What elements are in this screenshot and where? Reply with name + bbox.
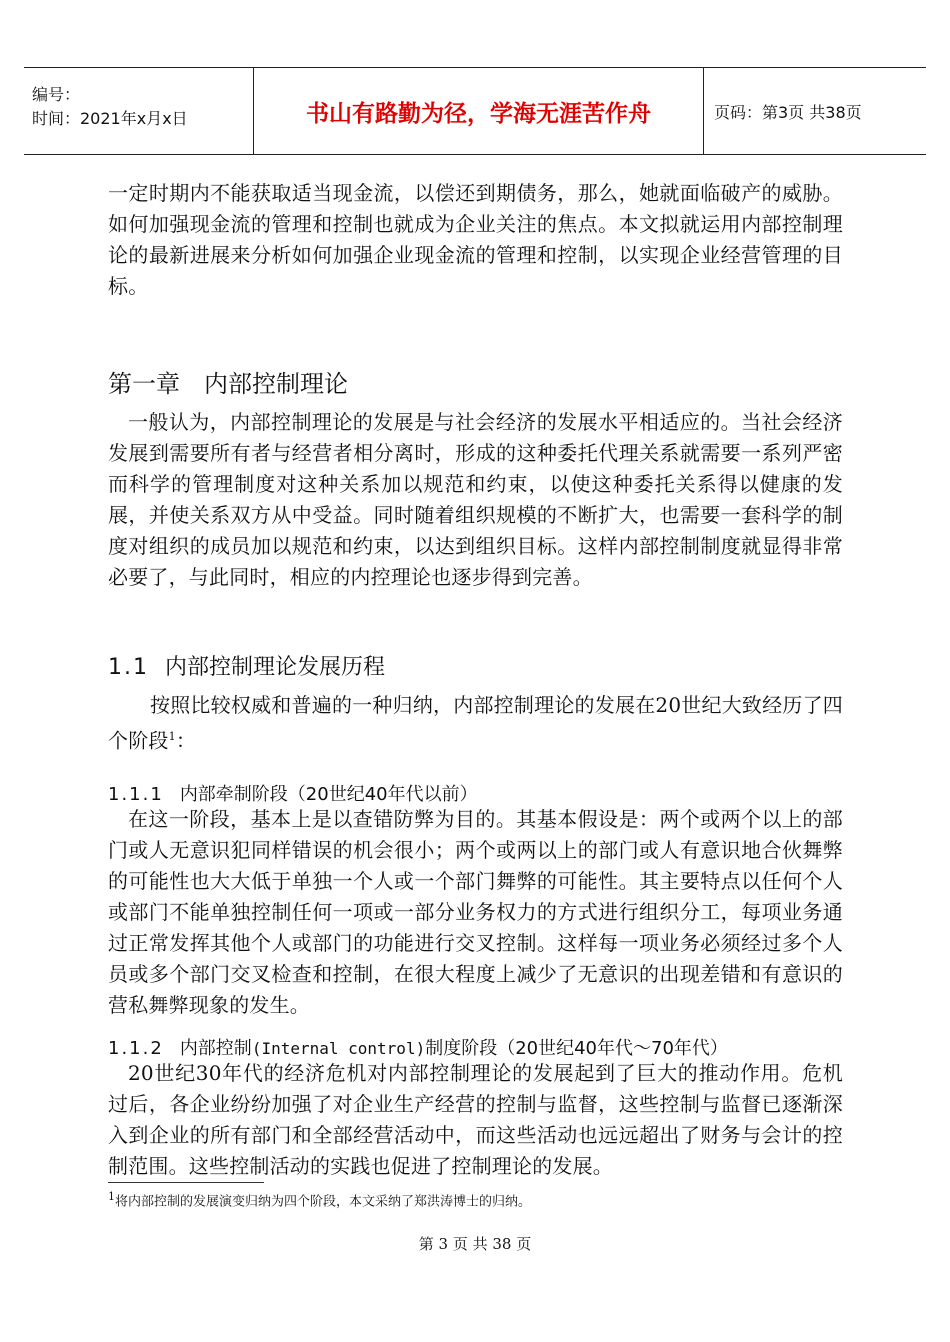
intro-paragraph: 一定时期内不能获取适当现金流，以偿还到期债务，那么，她就面临破产的威胁。如何加强现金流的管理和控制也就成为企业关注的焦点。本文拟就运用内部控制理论的最新进展来分析如何加强企业现金流的管理和控制，以实现企业经营管理的目标。 bbox=[108, 181, 843, 298]
section-1-1-2-paragraph: 20世纪30年代的经济危机对内部控制理论的发展起到了巨大的推动作用。危机过后，各企业纷纷加强了对企业生产经营的控制与监督，这些控制与监督已逐渐深入到企业的所有部门和全部经营活动中，而这些活动也远远超出了财务与会计的控制范围。这些控制活动的实践也促进了控制理论的发展。 bbox=[108, 1061, 843, 1178]
footnote-text: 将内部控制的发展演变归纳为四个阶段，本文采纳了郑洪涛博士的归纳。 bbox=[115, 1194, 532, 1210]
header-motto: 书山有路勤为径，学海无涯苦作舟 bbox=[254, 68, 704, 154]
chapter-title: 第一章 内部控制理论 bbox=[108, 370, 348, 398]
header-meta-cell bbox=[24, 68, 254, 154]
section-title-suffix: 制度阶段（20世纪40年代～70年代） bbox=[425, 1038, 728, 1059]
section-1-1-paragraph bbox=[108, 690, 843, 757]
document-time-label: 时间：2021年x月x日 bbox=[32, 109, 188, 128]
chapter-paragraph: 一般认为，内部控制理论的发展是与社会经济的发展水平相适应的。当社会经济发展到需要所有者与经营者相分离时，形成的这种委托代理关系就需要一系列严密而科学的管理制度对这种关系加以规范和约束，以使这种委托关系得以健康的发展，并使关系双方从中受益。同时随着组织规模的不断扩大，也需要一套科学的制度对组织的成员加以规范和约束，以达到组织目标。这样内部控制制度就显得非常必要了，与此同时，相应的内控理论也逐步得到完善。 bbox=[108, 410, 843, 589]
footnote bbox=[108, 1190, 531, 1209]
page-footer: 第 3 页 共 38 页 bbox=[418, 1235, 532, 1253]
footnote-marker: 1 bbox=[108, 1190, 115, 1203]
section-title: 内部牵制阶段（20世纪40年代以前） bbox=[179, 784, 478, 805]
section-number: 1.1 bbox=[108, 655, 149, 680]
section-number: 1.1.2 bbox=[108, 1038, 164, 1059]
section-1-1-2-heading bbox=[108, 1034, 728, 1060]
section-title-prefix: 内部控制 bbox=[179, 1038, 252, 1059]
section-title-english: (Internal control) bbox=[251, 1039, 426, 1058]
footnote-reference[interactable]: 1 bbox=[168, 730, 176, 743]
section-number: 1.1.1 bbox=[108, 784, 164, 805]
section-1-1-1-heading bbox=[108, 780, 478, 806]
section-1-1-1-paragraph: 在这一阶段，基本上是以查错防弊为目的。其基本假设是：两个或两个以上的部门或人无意识犯同样错误的机会很小；两个或两以上的部门或人有意识地合伙舞弊的可能性也大大低于单独一个人或一个部门舞弊的可能性。其主要特点以任何个人或部门不能单独控制任何一项或一部分业务权力的方式进行组织分工，每项业务通过正常发挥其他个人或部门的功能进行交叉控制。这样每一项业务必须经过多个人员或多个部门交叉检查和控制，在很大程度上减少了无意识的出现差错和有意识的营私舞弊现象的发生。 bbox=[108, 807, 843, 1017]
header-page-info: 页码：第3页 共38页 bbox=[714, 102, 862, 122]
page-header bbox=[24, 67, 926, 155]
footnote-divider bbox=[108, 1182, 264, 1183]
document-number-label: 编号： bbox=[32, 85, 81, 104]
section-1-1-heading bbox=[108, 650, 385, 681]
section-title: 内部控制理论发展历程 bbox=[165, 655, 386, 680]
paragraph-end: ： bbox=[175, 728, 197, 753]
paragraph-text: 按照比较权威和普遍的一种归纳，内部控制理论的发展在20世纪大致经历了四个阶段 bbox=[108, 693, 843, 753]
